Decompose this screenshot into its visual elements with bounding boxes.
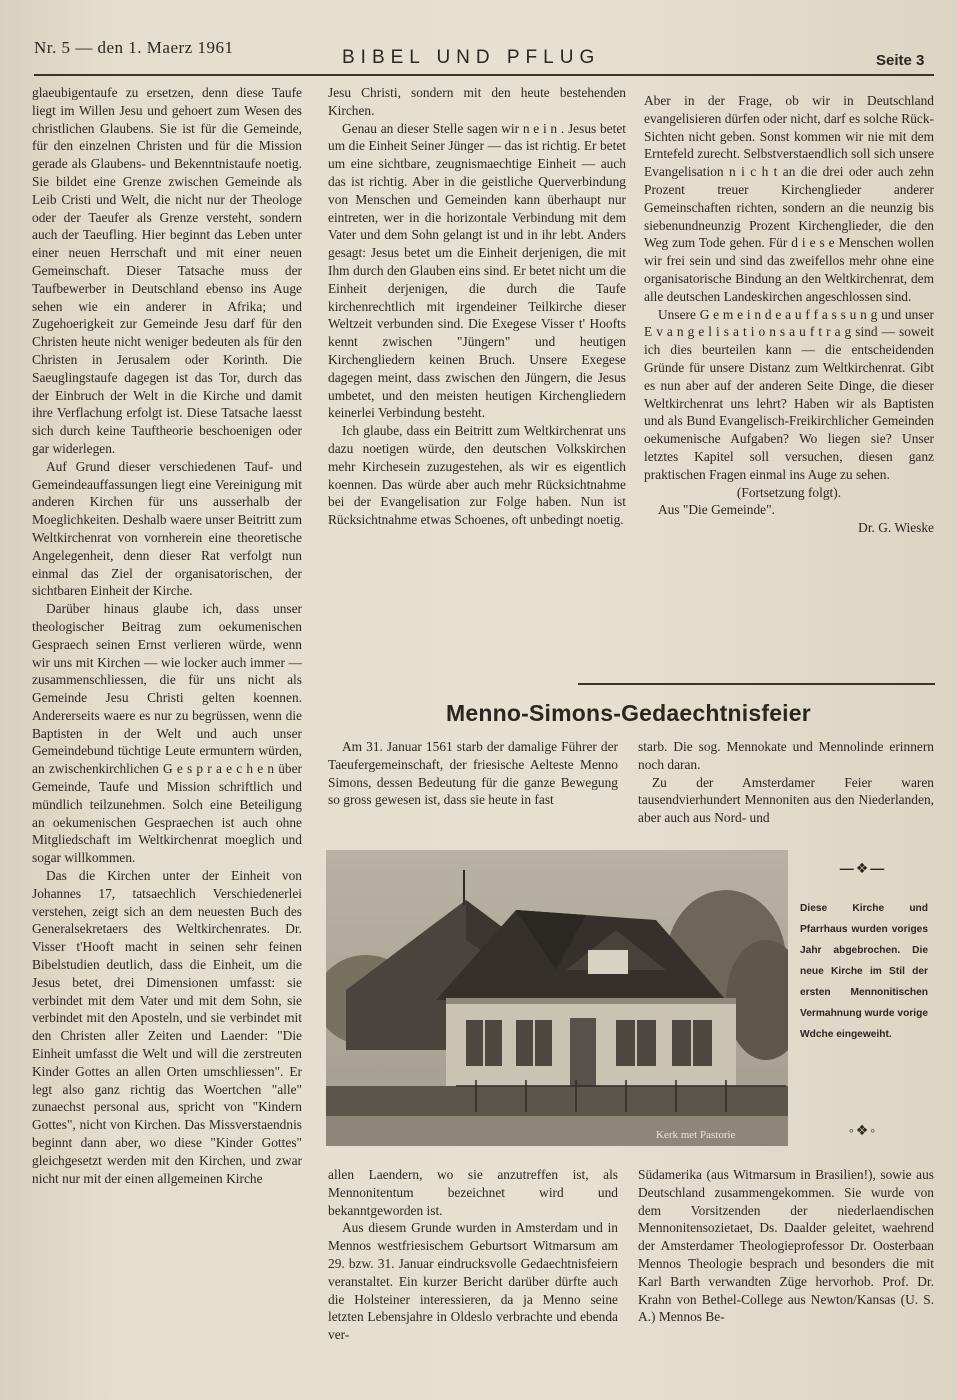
paragraph: Am 31. Januar 1561 starb der damalige Führer der Taeufergemeinschaft, der friesische Aelteste Menno Simons, dessen Bedeutung für die ganze Bewegung so gross gewesen ist, dass sie heute in fast bbox=[328, 739, 618, 808]
paragraph: Aber in der Frage, ob wir in Deutschland evangelisieren dürfen oder nicht, darf es solche Rück-Sichten nicht geben. Sonst kommen wir nie mit dem Erntefeld zurecht. Selbstverstaendlich soll sich unsere Evangelisation n i c h t an die drei oder auch zehn Prozent treuer Kirchenglieder anderer Gemeinschaften richten, sondern an die neunzig bis siebenundneunzig Prozent Kirchenglieder, die den Weg zum Tode gehen. Für d i e s e Menschen wollen wir frei sein und sind das zweifellos mehr ohne eine organisatorische Bindung an den Weltkirchenrat, dem alle deutschen Landeskirchen angeschlossen sind. bbox=[644, 93, 934, 304]
church-photo-illustration bbox=[326, 850, 788, 1146]
paragraph: Ich glaube, dass ein Beitritt zum Weltkirchenrat uns dazu noetigen würde, den deutschen Volkskirchen mehr Kirchesein zuzugestehen, als wir es eigentlich koennen. Das würde aber auch mehr Rücksichtnahme bei der Evangelisation zur Folge haben. Nun ist Rücksichtnahme etwas Schoenes, oft unbedingt noetig. bbox=[328, 423, 626, 528]
article-column-c bbox=[328, 1166, 618, 1366]
paragraph: Südamerika (aus Witmarsum in Brasilien!), sowie aus Deutschland zusammengekommen. Sie wurde von dem Vorsitzenden der niederlaendischen Mennonitensozietaet, Ds. Daalder geleitet, waehrend der Amsterdamer Theologieprofessor Dr. Oosterbaan Mennos Theologie besprach und besonders die mit Karl Barth verwandten Züge hervorhob. Prof. Dr. Krahn von Bethel-College aus Newton/Kansas (U. S. A.) Mennos Be- bbox=[638, 1167, 934, 1325]
column-3 bbox=[644, 92, 934, 677]
article-separator bbox=[578, 683, 935, 685]
photo-label: Kerk met Pastorie bbox=[656, 1129, 736, 1141]
continued-note: (Fortsetzung folgt). bbox=[736, 484, 842, 500]
article-column-a bbox=[328, 738, 618, 838]
masthead-title: BIBEL UND PFLUG bbox=[342, 47, 601, 68]
header-rule bbox=[34, 74, 934, 76]
paragraph: Darüber hinaus glaube ich, dass unser theologischer Beitrag zum oekumenischen Gespraech seinen Ernst verlieren würde, wenn wir uns mit Kirchen — wie locker auch immer — zusammenschliessen, die für uns nicht als Gemeinde Jesu Christi gelten koennen. Andererseits waere es nur zu begrüssen, wenn die Baptisten in der Welt und auch unser Gemeindebund tüchtige Leute ermuntern würden, an zwischenkirchlichen G e s p r a e c h e n über Gemeinde, Taufe und Mission schriftlich und mündlich teilzunehmen. Solch eine Beteiligung an oekumenischen Gespraechen ist auch ohne Mitgliedschaft im Weltkirchenrat moeglich und sogar willkommen. bbox=[32, 601, 302, 866]
source-note: Aus "Die Gemeinde". bbox=[658, 502, 775, 518]
paragraph: Aus diesem Grunde wurden in Amsterdam und in Mennos westfriesischem Geburtsort Witmarsum am 29. bzw. 31. Januar eindrucksvolle Gedaechtnisfeiern veranstaltet. Ein kurzer Bericht darüber dürfte auch die Holsteiner interessieren, da ja Menno seine letzten Lebensjahre in Oldeslo verbrachte und ebenda ver- bbox=[328, 1220, 618, 1343]
paragraph: allen Laendern, wo sie anzutreffen ist, als Mennonitentum bezeichnet wird und bekanntgeworden ist. bbox=[328, 1167, 618, 1218]
paragraph: glaeubigentaufe zu ersetzen, denn diese Taufe liegt im Willen Jesu und gehoert zum Wesen des christlichen Glaubens. Sie ist für die Gemeinde, für den einzelnen Christen und für die Mission gerade als Glaubens- und Bekenntnistaufe noetig. Sie bildet eine Grenze zwischen Gemeinde als Leib Cristi und Welt, die nicht nur der Theologe oder der Taeufer als Grenze versteht, sondern auch der Taeufling. Hier beginnt das Leben unter einer neuen Herrschaft und mit einer neuen Gemeinschaft. Dieser Tatsache muss der Taufbewerber in Deutschland ebenso ins Auge sehen wie ein anderer in Afrika; und Zugehoerigkeit zur Gemeinde Jesu darf für den Christen heute nicht weniger bedeuten als für den Christen in Jerusalem oder Korinth. Die Saeuglingstaufe dagegen ist das Tor, durch das der Einbruch der Welt in die Kirche und damit ihre Verflachung erfolgt ist. Diese Tatsache laesst sich durch keine Tauftheorie beschoenigen oder gar widerlegen. bbox=[32, 85, 302, 456]
paragraph: Unsere G e m e i n d e a u f f a s s u n g und unser E v a n g e l i s a t i o n s a u f t r a g sind — soweit ich dies beurteilen kann — die entscheidenden Gründe für unsere Distanz zum Weltkirchenrat. Gibt es nun aber auf der anderen Seite Dinge, die dieser Weltkirchenrat uns lehrt? Haben wir als Baptisten und als Bund Evangelisch-Freikirchlicher Gemeinden oekumenische Aufgaben? Wo liegen sie? Unser letztes Kapitel soll versuchen, diesen ganz praktischen Fragen einmal ins Auge zu sehen. bbox=[644, 306, 934, 482]
article-column-d bbox=[638, 1166, 934, 1366]
page-number: Seite 3 bbox=[876, 52, 925, 69]
paragraph: starb. Die sog. Mennokate und Mennolinde erinnern noch daran. bbox=[638, 739, 934, 772]
ornament-bottom: ◦❖◦ bbox=[848, 1122, 878, 1138]
article-title: Menno-Simons-Gedaechtnisfeier bbox=[446, 700, 811, 726]
paragraph: Genau an dieser Stelle sagen wir n e i n . Jesus betet um die Einheit Seiner Jünger — das ist richtig. Er betet um eine sichtbare, zeugnismaechtige Einheit — auch das ist richtig. Aber in die geistliche Querverbindung von Menschen und Gemeinden kann überhaupt nur eintreten, wer in die horizontale Verbindung mit dem Vater und dem Sohn gelangt ist und in ihr lebt. Anders gesagt: Jesus betet um die Einheit derjenigen, die mit Ihm durch den Glauben eins sind. Er betet nicht um die Einheit derjenigen, die durch die Taufe kirchenrechtlich mit irgendeiner Teilkirche dieser Weltzeit verbunden sind. Die Exegese Visser t' Hoofts kennt zwischen "Jüngern" und heutigen Kirchengliedern keinen Bruch. Unsere Exegese dagegen meint, dass zwischen den Jüngern, die Jesus umbetet, und den meisten heutigen Kirchengliedern keinerlei Verbindung besteht. bbox=[328, 120, 626, 421]
paragraph: Jesu Christi, sondern mit den heute bestehenden Kirchen. bbox=[328, 85, 626, 118]
paragraph: Das die Kirchen unter der Einheit von Johannes 17, tatsaechlich Verschiedenerlei verstehen, zeigt sich an dem neuesten Buch des Generalsekretaers des Weltkirchenrates. Dr. Visser t'Hooft macht in seinen sehr feinen Bibelstudien deutlich, dass die Einheit, um die Jesus betet, drei Dimensionen umfasst: sie verbindet mit dem Vater und mit dem Sohn, sie verbindet mit den Aposteln, und sie verbindet mit den Christen aller Zeiten und Laender: "Die Einheit umfasst die Welt und will die zerstreuten Kinder Gottes an allen Orten umschliessen". Er legt also ganz richtig das Woertchen "alle" zunaechst personal aus, spricht von "Kindern Gottes", nicht von Kirchen. Das Missverstaendnis beginnt dann aber, wo diese "Kinder Gottes" gleichgesetzt werden mit den Kirchen, und zwar nicht nur mit der einen allgemeinen Kirche bbox=[32, 868, 302, 1186]
church-photo bbox=[326, 850, 788, 1146]
paragraph: Auf Grund dieser verschiedenen Tauf- und Gemeindeauffassungen liegt eine Vereinigung mit anderen Kirchen für uns ausserhalb der Moeglichkeiten. Deshalb waere unser Beitritt zum Weltkirchenrat von vornherein eine theoretische Angelegenheit, denn dieser Rat verfolgt nun einmal das Ziel der organisatorischen, der sichtbaren Einheit der Kirche. bbox=[32, 458, 302, 599]
ornament-top: —❖— bbox=[839, 860, 887, 876]
issue-line: Nr. 5 — den 1. Maerz 1961 bbox=[34, 38, 234, 57]
article-column-b bbox=[638, 738, 934, 838]
column-2 bbox=[328, 84, 626, 674]
photo-caption-box bbox=[796, 858, 930, 1148]
photo-caption: Diese Kirche und Pfarrhaus wurden voriges Jahr abgebrochen. Die neue Kirche im Stil der ersten Mennonitischen Vermahnung wurde vorige Wdche eingeweiht. bbox=[800, 903, 928, 1040]
column-1 bbox=[32, 84, 302, 1364]
author-signature: Dr. G. Wieske bbox=[858, 520, 934, 536]
paragraph: Zu der Amsterdamer Feier waren tausendvierhundert Mennoniten aus den Niederlanden, aber auch aus Nord- und bbox=[638, 774, 934, 826]
